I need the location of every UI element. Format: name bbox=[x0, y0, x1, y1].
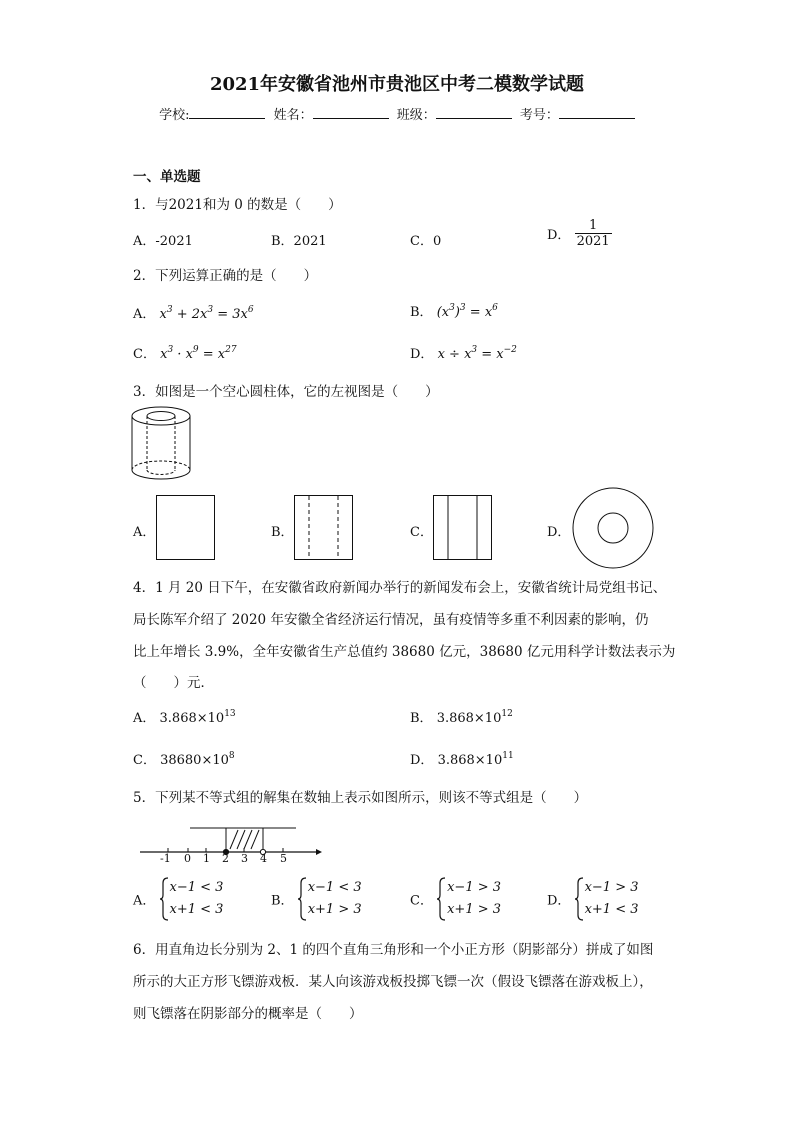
q4-a-label: A． bbox=[133, 711, 156, 726]
q5-a-row-2: x+1 < 3 bbox=[169, 902, 224, 917]
q5-c-row-1: x−1 > 3 bbox=[447, 880, 502, 895]
q3-option-a-label[interactable]: A． bbox=[133, 525, 156, 540]
name-label: 姓名： bbox=[273, 108, 313, 123]
q5-b-system bbox=[298, 877, 362, 921]
q4-option-a[interactable] bbox=[133, 707, 236, 726]
q4-option-d[interactable] bbox=[410, 749, 514, 768]
q6-line-1: 6．用直角边长分别为 2、1 的四个直角三角形和一个小正方形（阴影部分）拼成了如图 bbox=[133, 942, 654, 958]
q1-option-d[interactable] bbox=[547, 218, 612, 249]
q1-stem: 1．与2021和为 0 的数是（ ） bbox=[133, 197, 342, 213]
q2-stem: 2．下列运算正确的是（ ） bbox=[133, 268, 318, 284]
axis-label-1: 1 bbox=[203, 852, 210, 865]
q2-a-expression: $x^3 + 2x^3 = 3x^6$ bbox=[159, 305, 254, 322]
q4-line-2: 局长陈军介绍了 2020 年安徽全省经济运行情况，虽有疫情等多重不利因素的影响，仍 bbox=[133, 612, 649, 628]
q5-option-b[interactable] bbox=[271, 877, 362, 921]
q4-b-base: 3.868×10 bbox=[436, 711, 502, 726]
q2-option-c[interactable] bbox=[133, 343, 237, 362]
q2-c-label: C． bbox=[133, 347, 156, 362]
q3-option-c-label[interactable]: C． bbox=[410, 525, 433, 540]
q4-d-exponent: 11 bbox=[502, 751, 514, 761]
brace-icon bbox=[437, 877, 447, 921]
axis-label-3: 3 bbox=[241, 852, 248, 865]
q4-b-exponent: 12 bbox=[501, 709, 513, 719]
q5-c-system bbox=[437, 877, 501, 921]
q2-d-label: D． bbox=[410, 347, 434, 362]
q3-stem: 3．如图是一个空心圆柱体，它的左视图是（ ） bbox=[133, 384, 439, 400]
q5-c-row-2: x+1 > 3 bbox=[447, 902, 502, 917]
q5-a-row-1: x−1 < 3 bbox=[169, 880, 224, 895]
q1-option-c[interactable]: C．0 bbox=[410, 234, 442, 249]
q5-b-label: B． bbox=[271, 893, 294, 909]
brace-icon bbox=[160, 877, 170, 921]
q5-option-a[interactable] bbox=[133, 877, 223, 921]
q2-option-d[interactable] bbox=[410, 343, 517, 362]
q4-c-base: 38680×10 bbox=[160, 753, 229, 768]
name-blank[interactable] bbox=[313, 106, 389, 119]
q1-d-fraction bbox=[575, 218, 612, 249]
q5-option-d[interactable] bbox=[547, 877, 639, 921]
q4-line-4: （ ）元． bbox=[133, 675, 214, 691]
q1-d-label: D． bbox=[547, 228, 571, 243]
q4-option-c[interactable] bbox=[133, 749, 235, 768]
q2-a-label: A． bbox=[133, 307, 156, 322]
q4-line-3: 比上年增长 3.9%，全年安徽省生产总值约 38680 亿元，38680 亿元用科学计数法表示为 bbox=[133, 644, 676, 660]
q5-d-system bbox=[575, 877, 639, 921]
q3-option-c-figure[interactable] bbox=[433, 495, 493, 561]
q5-d-row-2: x+1 < 3 bbox=[584, 902, 639, 917]
q4-option-b[interactable] bbox=[410, 707, 513, 726]
q4-c-label: C． bbox=[133, 753, 156, 768]
q5-c-label: C． bbox=[410, 893, 433, 909]
number-label: 考号： bbox=[519, 108, 559, 123]
q4-a-exponent: 13 bbox=[224, 709, 236, 719]
axis-label-2: 2 bbox=[222, 852, 229, 865]
q4-c-exponent: 8 bbox=[228, 751, 235, 761]
student-info-line bbox=[0, 104, 794, 123]
hollow-cylinder-figure bbox=[130, 404, 196, 484]
brace-icon bbox=[575, 877, 585, 921]
q5-option-c[interactable] bbox=[410, 877, 501, 921]
q5-d-row-1: x−1 > 3 bbox=[584, 880, 639, 895]
q6-line-2: 所示的大正方形飞镖游戏板．某人向该游戏板投掷飞镖一次（假设飞镖落在游戏板上）， bbox=[133, 974, 653, 990]
q3-option-a-figure[interactable] bbox=[156, 495, 216, 561]
q4-a-base: 3.868×10 bbox=[159, 711, 225, 726]
number-blank[interactable] bbox=[559, 106, 635, 119]
q2-c-expression: $x^3 \cdot x^9 = x^{27}$ bbox=[160, 345, 237, 362]
axis-label-neg1: -1 bbox=[160, 852, 171, 865]
q1-option-b[interactable]: B．2021 bbox=[271, 234, 327, 249]
page-title: 2021年安徽省池州市贵池区中考二模数学试题 bbox=[209, 74, 585, 95]
q3-option-d-label[interactable]: D． bbox=[547, 525, 571, 540]
q2-option-a[interactable] bbox=[133, 303, 254, 322]
q1-option-a[interactable]: A．-2021 bbox=[133, 234, 193, 249]
school-label: 学校: bbox=[159, 108, 190, 123]
q5-stem: 5．下列某不等式组的解集在数轴上表示如图所示，则该不等式组是（ ） bbox=[133, 790, 588, 806]
q3-option-b-label[interactable]: B． bbox=[271, 525, 294, 540]
q3-option-d-figure[interactable] bbox=[571, 488, 657, 570]
q2-b-expression: $(x^3)^3 = x^6$ bbox=[436, 303, 498, 320]
q4-d-base: 3.868×10 bbox=[437, 753, 503, 768]
q5-b-row-1: x−1 < 3 bbox=[307, 880, 362, 895]
q2-option-b[interactable] bbox=[410, 301, 498, 320]
school-blank[interactable] bbox=[189, 106, 265, 119]
axis-label-4: 4 bbox=[260, 852, 267, 865]
q2-d-expression: $x \div x^3 = x^{-2}$ bbox=[437, 345, 517, 362]
q5-d-label: D． bbox=[547, 893, 571, 909]
q1-d-denominator: 2021 bbox=[576, 234, 610, 249]
q5-a-label: A． bbox=[133, 893, 156, 909]
q6-line-3: 则飞镖落在阴影部分的概率是（ ） bbox=[133, 1006, 363, 1022]
q4-d-label: D． bbox=[410, 753, 434, 768]
class-blank[interactable] bbox=[436, 106, 512, 119]
q5-a-system bbox=[160, 877, 224, 921]
axis-label-0: 0 bbox=[184, 852, 191, 865]
q4-b-label: B． bbox=[410, 711, 433, 726]
axis-label-5: 5 bbox=[280, 852, 287, 865]
q5-b-row-2: x+1 > 3 bbox=[307, 902, 362, 917]
q3-option-b-figure[interactable] bbox=[294, 495, 354, 561]
class-label: 班级： bbox=[396, 108, 436, 123]
section-heading: 一、单选题 bbox=[133, 169, 201, 185]
q4-line-1: 4．1 月 20 日下午，在安徽省政府新闻办举行的新闻发布会上，安徽省统计局党组书记、 bbox=[133, 580, 667, 596]
q1-d-numerator: 1 bbox=[575, 218, 612, 234]
brace-icon bbox=[298, 877, 308, 921]
q2-b-label: B． bbox=[410, 305, 433, 320]
